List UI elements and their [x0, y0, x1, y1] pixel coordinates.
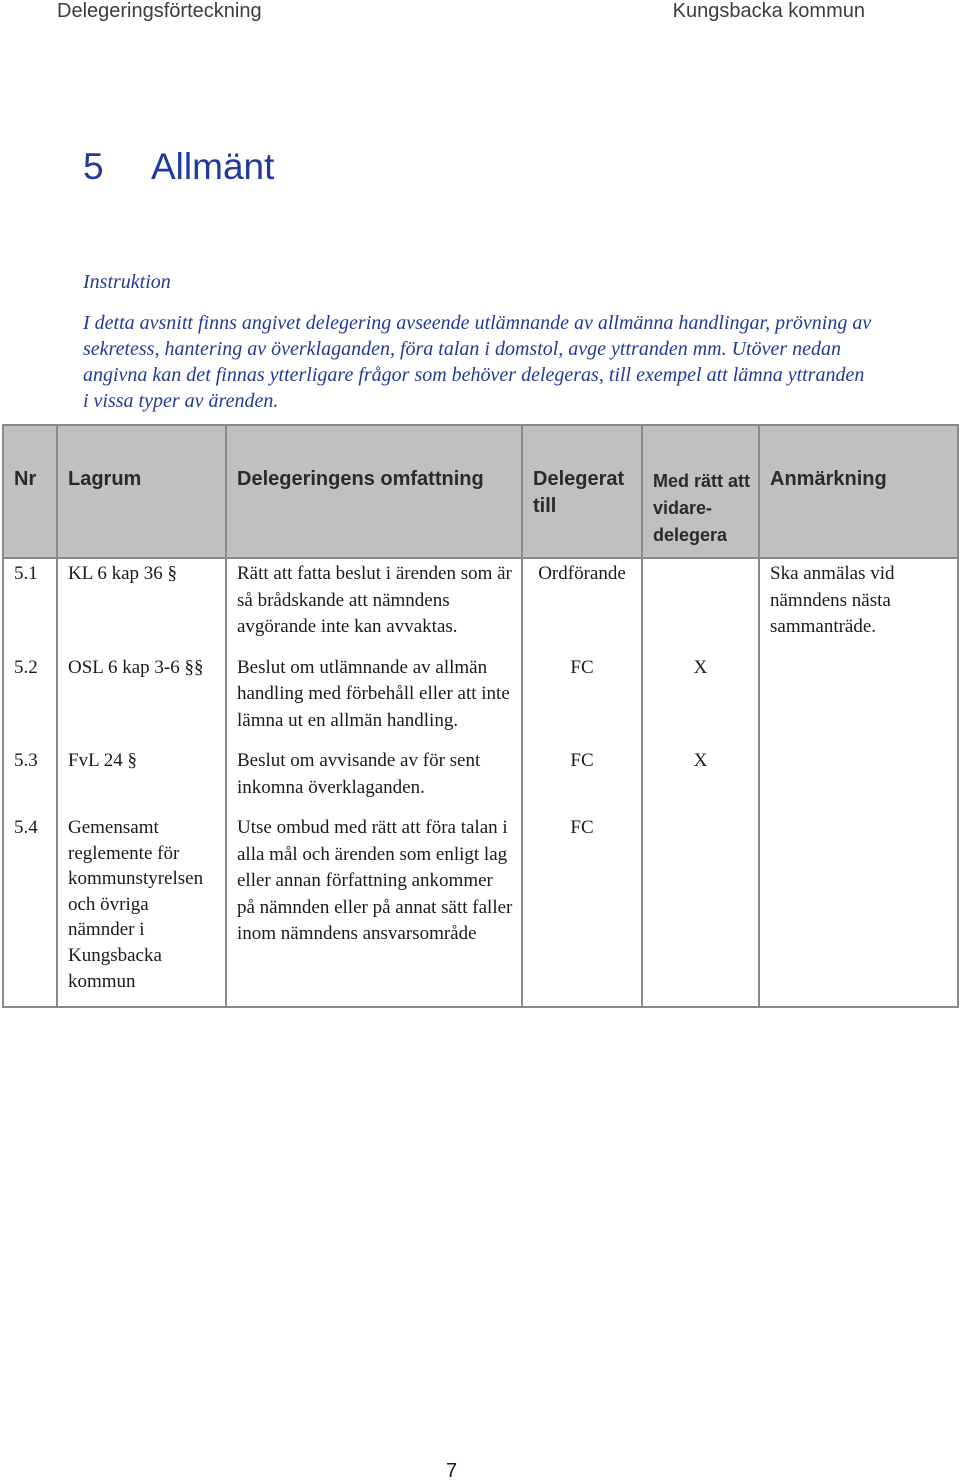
table-row — [3, 653, 958, 747]
header-lagrum: Lagrum — [57, 425, 226, 558]
cell-anmarkning: Ska anmälas vid nämndens nästa sammanträde. — [759, 558, 958, 653]
table-row — [3, 558, 958, 653]
cell-vidaredelegera — [642, 558, 759, 653]
cell-anmarkning — [759, 746, 958, 813]
cell-lagrum: FvL 24 § — [57, 746, 226, 813]
table-row — [3, 746, 958, 813]
cell-vidaredelegera: X — [642, 653, 759, 747]
header-delegerat: Delegerat till — [522, 425, 642, 558]
cell-lagrum: KL 6 kap 36 § — [57, 558, 226, 653]
cell-omfattning: Rätt att fatta beslut i ärenden som är så brådskande att nämndens avgörande inte kan avvaktas. — [226, 558, 522, 653]
header-organization: Kungsbacka kommun — [672, 0, 865, 22]
header-nr: Nr — [3, 425, 57, 558]
page-header — [0, 0, 960, 26]
cell-nr: 5.2 — [3, 653, 57, 747]
section-heading — [83, 146, 274, 188]
instruction-title: Instruktion — [83, 271, 171, 293]
instruction-text: I detta avsnitt finns angivet delegering avseende utlämnande av allmänna handlingar, prövning av sekretess, hantering av överklaganden, föra talan i domstol, avge yttranden mm. Utöver nedan angivna kan det finnas ytterligare frågor som behöver delegeras, till exempel att lämna yttranden i vissa typer av ärenden. — [83, 312, 872, 412]
header-anmarkning: Anmärkning — [759, 425, 958, 558]
cell-anmarkning — [759, 813, 958, 1007]
cell-vidaredelegera — [642, 813, 759, 1007]
cell-nr: 5.3 — [3, 746, 57, 813]
cell-delegerat: FC — [522, 653, 642, 747]
section-number: 5 — [83, 146, 104, 187]
header-vidaredelegera: Med rätt att vidare-delegera — [642, 425, 759, 558]
cell-nr: 5.1 — [3, 558, 57, 653]
header-omfattning: Delegeringens omfattning — [226, 425, 522, 558]
cell-delegerat: FC — [522, 813, 642, 1007]
cell-omfattning: Beslut om avvisande av för sent inkomna överklaganden. — [226, 746, 522, 813]
table-header-row — [3, 425, 958, 558]
header-document-title: Delegeringsförteckning — [57, 0, 262, 22]
cell-anmarkning — [759, 653, 958, 747]
cell-omfattning: Utse ombud med rätt att föra talan i alla mål och ärenden som enligt lag eller annan författning ankommer på nämnden eller på annat sätt faller inom nämndens ansvarsområde — [226, 813, 522, 1007]
cell-delegerat: FC — [522, 746, 642, 813]
cell-omfattning: Beslut om utlämnande av allmän handling med förbehåll eller att inte lämna ut en allmän handling. — [226, 653, 522, 747]
cell-vidaredelegera: X — [642, 746, 759, 813]
section-title: Allmänt — [151, 146, 275, 187]
delegation-table — [2, 424, 959, 1008]
page-number: 7 — [446, 1460, 458, 1482]
cell-lagrum: OSL 6 kap 3-6 §§ — [57, 653, 226, 747]
table-row — [3, 813, 958, 1007]
cell-nr: 5.4 — [3, 813, 57, 1007]
cell-lagrum: Gemensamt reglemente för kommunstyrelsen och övriga nämnder i Kungsbacka kommun — [57, 813, 226, 1007]
cell-delegerat: Ordförande — [522, 558, 642, 653]
